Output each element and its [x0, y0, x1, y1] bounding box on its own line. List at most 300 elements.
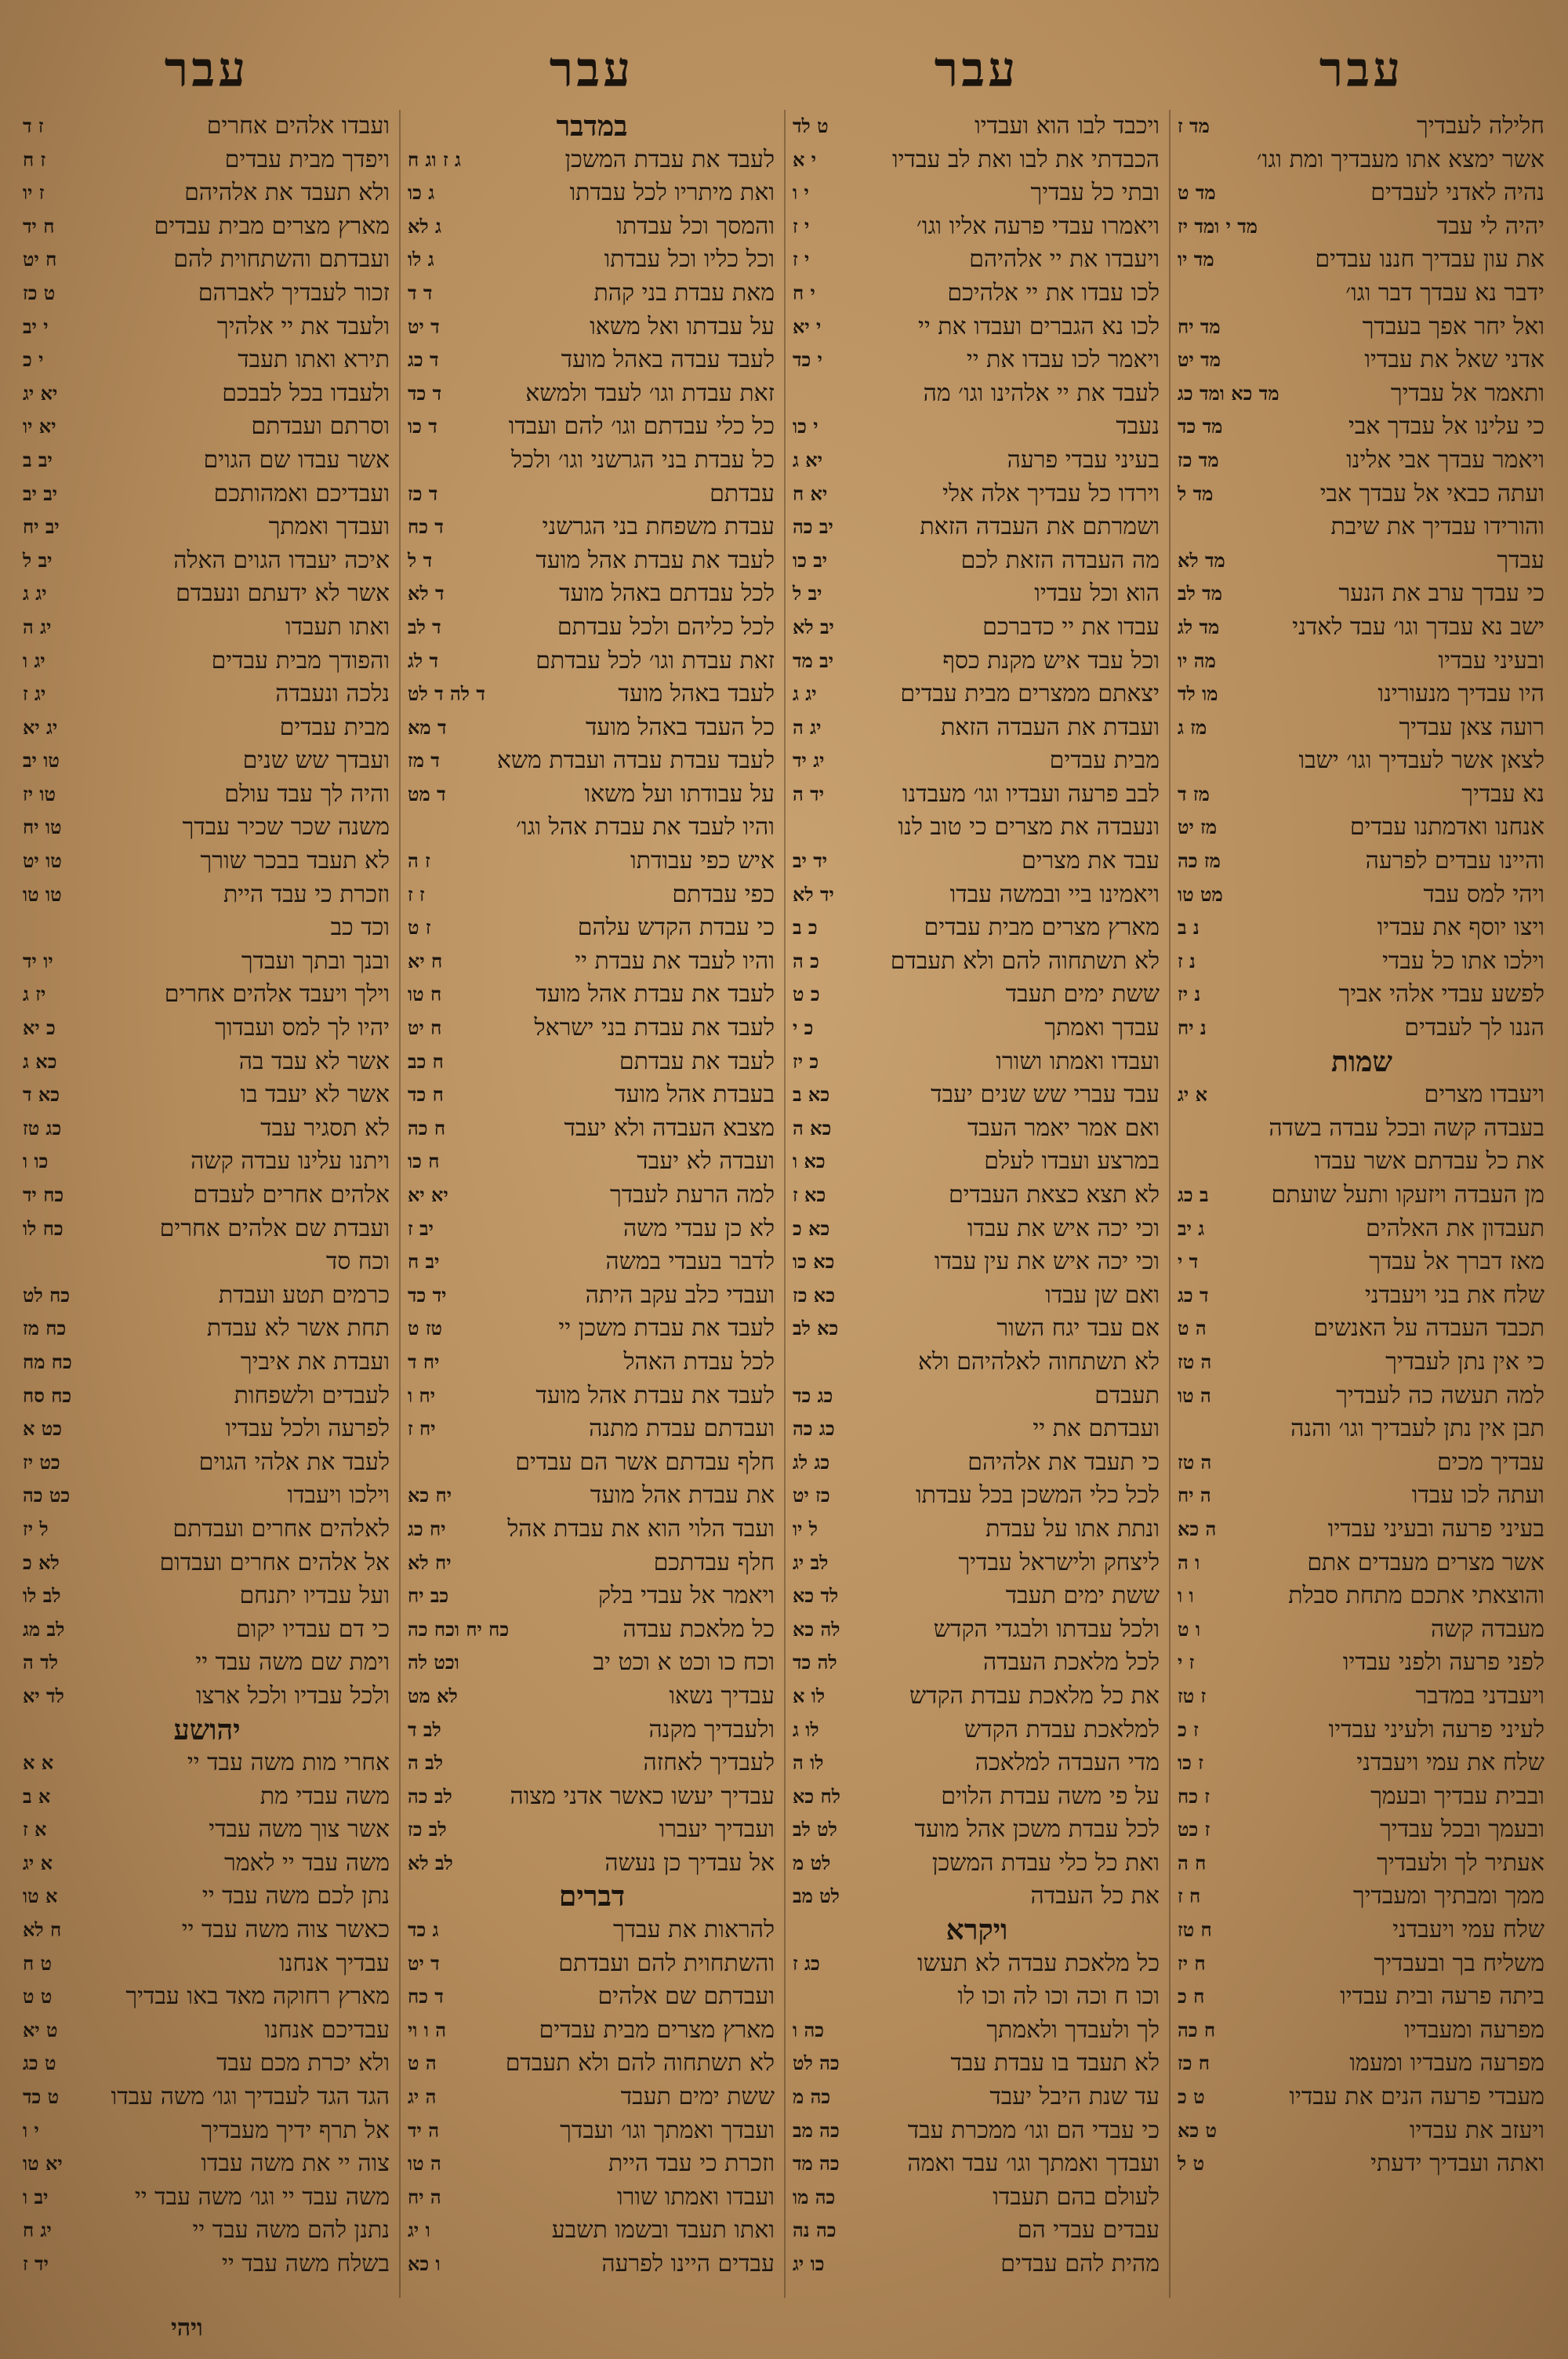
entry-reference: י יא	[793, 314, 822, 338]
entry-reference: לב ה	[408, 1751, 443, 1775]
entry-text: והוצאתי אתכם מתחת סבלת	[1288, 1582, 1544, 1610]
entry-reference: יג ח	[23, 2219, 52, 2242]
entry-reference: יא ח	[793, 482, 828, 505]
entry-reference: מד יו	[1178, 248, 1214, 271]
text-column-1	[1174, 110, 1549, 2181]
concordance-entry	[405, 945, 779, 979]
concordance-entry	[405, 1045, 779, 1079]
entry-text: והמסך וכל עבדתו	[616, 212, 775, 240]
entry-text: וימת שם משה עבד יי	[195, 1648, 390, 1677]
entry-reference: ו ט	[1178, 1617, 1200, 1641]
entry-text: יהיו לך למס ועבדוך	[215, 1014, 390, 1042]
entry-reference: יח ו	[408, 1383, 435, 1407]
entry-reference: כח מז	[23, 1317, 67, 1340]
entry-text: לא תעבד בבכר שורך	[200, 847, 390, 875]
concordance-entry	[789, 2114, 1164, 2148]
concordance-entry	[789, 377, 1164, 411]
concordance-entry	[1174, 144, 1549, 177]
entry-text: אל עבדיך כן נעשה	[604, 1848, 775, 1877]
entry-reference: ד לב	[408, 615, 441, 638]
concordance-entry	[20, 1914, 394, 1947]
entry-reference: ג לא	[408, 214, 441, 238]
concordance-entry	[405, 2047, 779, 2081]
concordance-entry	[789, 711, 1164, 745]
entry-reference: טו יב	[23, 749, 60, 772]
concordance-entry	[789, 176, 1164, 210]
concordance-entry	[1174, 1346, 1549, 1379]
entry-text: ועל עבדיו יתנחם	[239, 1582, 390, 1610]
entry-reference: יג יא	[23, 715, 58, 739]
concordance-entry	[20, 311, 394, 344]
entry-text: זאת עבדת וגו׳ לכל עבדתם	[535, 646, 775, 674]
concordance-entry	[405, 645, 779, 678]
entry-text: ואם אמר יאמר העבד	[967, 1114, 1160, 1142]
concordance-entry	[20, 1680, 394, 1714]
entry-text: ישב נא עבדך וגו׳ עבד לאדני	[1292, 612, 1544, 641]
concordance-entry	[405, 1179, 779, 1212]
entry-reference: כ ט	[793, 983, 820, 1006]
entry-text: מארץ מצרים מבית עבדים	[924, 914, 1160, 942]
concordance-entry	[20, 544, 394, 578]
concordance-entry	[1174, 478, 1549, 511]
concordance-entry	[405, 444, 779, 478]
concordance-entry	[1174, 1412, 1549, 1446]
running-headers	[14, 41, 1554, 104]
entry-text: שלח את בני ויעבדני	[1364, 1281, 1544, 1309]
concordance-entry	[405, 1914, 779, 1947]
concordance-entry	[20, 577, 394, 611]
concordance-entry	[405, 1346, 779, 1379]
entry-text: לעבד עבדה באהל מועד	[561, 346, 775, 374]
entry-reference: כג כה	[793, 1417, 835, 1441]
entry-text: וזכרת כי עבד היית	[608, 2150, 775, 2178]
entry-text: ועבדתם את יי	[1033, 1415, 1160, 1443]
entry-reference: יב ל	[793, 582, 822, 605]
entry-reference: יג ה	[793, 715, 822, 739]
entry-reference: לב כז	[408, 1818, 447, 1841]
entry-text: אלהים אחרים לעבדם	[193, 1181, 390, 1209]
concordance-entry	[405, 811, 779, 845]
entry-reference: יג יד	[793, 749, 825, 772]
entry-reference: כא ג	[23, 1049, 57, 1073]
concordance-entry	[789, 1780, 1164, 1814]
concordance-entry	[789, 544, 1164, 578]
concordance-entry	[405, 2181, 779, 2215]
concordance-entry	[789, 1880, 1164, 1914]
entry-text: מארץ מצרים מבית עבדים	[154, 212, 390, 240]
concordance-entry	[789, 577, 1164, 611]
concordance-entry	[20, 1847, 394, 1881]
entry-reference: יב ז	[408, 1216, 434, 1240]
entry-text: ואל יחר אפך בעבדך	[1362, 312, 1544, 340]
entry-text: וכל עבד איש מקנת כסף	[942, 646, 1160, 674]
entry-text: כל מלאכת עבדה לא תעשו	[917, 1949, 1160, 1977]
entry-reference: ט כא	[1178, 2118, 1217, 2142]
concordance-entry	[20, 1613, 394, 1647]
entry-text: מאז דברך אל עבדך	[1369, 1248, 1544, 1276]
concordance-entry	[789, 2248, 1164, 2281]
entry-reference: לב לא	[408, 1851, 453, 1874]
entry-text: לפרעה ולכל עבדיו	[225, 1415, 390, 1443]
entry-text: ועבדתם עבדת מתנה	[589, 1415, 775, 1443]
concordance-entry	[1174, 1112, 1549, 1146]
entry-text: אשר לא ידעתם ונעבדם	[176, 580, 390, 608]
entry-text: כי עלינו אל עבדך אבי	[1348, 413, 1544, 441]
concordance-entry	[405, 1312, 779, 1346]
concordance-entry	[405, 544, 779, 578]
concordance-entry	[405, 1747, 779, 1780]
concordance-entry	[20, 1179, 394, 1212]
entry-reference: כג לג	[793, 1450, 830, 1474]
concordance-entry	[789, 2047, 1164, 2081]
entry-reference: יא יג	[23, 381, 58, 405]
entry-text: שלח את עמי ויעבדני	[1356, 1749, 1544, 1777]
concordance-entry	[1174, 845, 1549, 878]
entry-text: אדני שאל את עבדיו	[1364, 346, 1544, 374]
entry-text: משנה שכר שכיר עבדך	[182, 813, 390, 841]
concordance-entry	[789, 110, 1164, 144]
concordance-entry	[789, 311, 1164, 344]
entry-reference: טו יט	[23, 849, 62, 873]
entry-reference: ד לא	[408, 582, 445, 605]
entry-text: ועבדו ואמתו שורו	[616, 2183, 775, 2211]
concordance-entry	[405, 1847, 779, 1881]
concordance-entry	[1174, 1579, 1549, 1613]
entry-reference: יג ז	[23, 682, 46, 706]
entry-reference: יג ג	[23, 582, 47, 605]
entry-reference: יד ז	[23, 2252, 49, 2275]
entry-reference: י א	[793, 147, 817, 171]
entry-text: במרצע ועבדו לעלם	[984, 1147, 1160, 1176]
entry-text: עבד את מצרים	[1021, 847, 1160, 875]
catchword: ויהי	[171, 2314, 203, 2342]
concordance-entry	[1174, 1479, 1549, 1513]
entry-text: עבדיך נשאו	[669, 1681, 775, 1710]
concordance-entry	[789, 611, 1164, 645]
concordance-entry	[1174, 1212, 1549, 1246]
entry-reference: ז כח	[1178, 1784, 1210, 1808]
concordance-entry	[20, 1412, 394, 1446]
entry-reference: טו יז	[23, 782, 56, 805]
entry-reference: ז טז	[1178, 1684, 1207, 1707]
entry-text: ובבית עבדיך ובעמך	[1370, 1782, 1544, 1810]
concordance-entry	[405, 210, 779, 244]
entry-text: והיו לעבד את עבדת יי	[575, 947, 775, 975]
concordance-entry	[405, 1980, 779, 2014]
entry-text: לכל מלאכת העבדה	[983, 1648, 1160, 1677]
entry-text: לכו נא הגברים ועבדו את יי	[918, 312, 1160, 340]
entry-text: עבדים עבדי הם	[1017, 2216, 1160, 2245]
entry-reference: יב יח	[23, 515, 60, 539]
concordance-entry	[405, 978, 779, 1012]
concordance-entry	[405, 1579, 779, 1613]
entry-reference: ל יז	[23, 1517, 49, 1540]
entry-reference: א טו	[23, 1885, 58, 1908]
concordance-entry	[20, 1112, 394, 1146]
concordance-entry	[789, 1145, 1164, 1179]
entry-reference: כה נה	[793, 2219, 837, 2242]
entry-text: כי דם עבדיו יקום	[235, 1615, 390, 1643]
entry-text: וילך ויעבד אלהים אחרים	[164, 980, 390, 1009]
concordance-entry	[789, 478, 1164, 511]
entry-text: כי עבדי הם וגו׳ ממכרת עבד	[907, 2116, 1160, 2144]
concordance-entry	[789, 811, 1164, 845]
concordance-entry	[1174, 1847, 1549, 1881]
entry-reference: כא ב	[793, 1083, 830, 1107]
entry-text: ויצו יוסף את עבדיו	[1377, 914, 1544, 942]
entry-text: איש כפי עבודתו	[630, 847, 775, 875]
entry-reference: ה כא	[1178, 1517, 1217, 1540]
entry-text: ועבדך ואמתך	[268, 513, 390, 541]
concordance-entry	[20, 2214, 394, 2248]
concordance-entry	[1174, 243, 1549, 277]
concordance-entry	[1174, 110, 1549, 144]
entry-text: ועבדתם והשתחוית להם	[173, 245, 390, 274]
concordance-entry	[1174, 1880, 1549, 1914]
entry-text: כי עבדת הקדש עלהם	[577, 914, 775, 942]
concordance-entry	[405, 1279, 779, 1313]
entry-text: לעבד את יי אלהינו וגו׳ מה	[923, 379, 1160, 407]
entry-text: עבדת משפחת בני הגרשני	[542, 513, 775, 541]
concordance-entry	[405, 478, 779, 511]
concordance-entry	[789, 778, 1164, 812]
entry-reference: ח לא	[23, 1918, 62, 1942]
entry-reference: יח כא	[408, 1484, 452, 1507]
entry-text: תעבדון את האלהים	[1366, 1214, 1544, 1242]
concordance-entry	[405, 410, 779, 444]
entry-reference: מד יח	[1178, 314, 1221, 338]
entry-text: כפי עבדתם	[672, 880, 775, 908]
entry-reference: כח לט	[23, 1283, 71, 1307]
entry-text: ויעזב את עבדיו	[1409, 2116, 1544, 2144]
concordance-entry	[789, 2147, 1164, 2181]
entry-text: לך ולעבדך ולאמתך	[986, 2016, 1160, 2044]
entry-text: ואם שן עבדו	[1045, 1281, 1160, 1309]
concordance-entry	[789, 410, 1164, 444]
concordance-entry	[405, 1212, 779, 1246]
entry-text: נהיה לאדני לעבדים	[1370, 179, 1544, 207]
entry-reference: ז כ	[1178, 1717, 1199, 1741]
entry-text: לעבד את אלהי הגוים	[198, 1448, 390, 1476]
concordance-entry	[789, 678, 1164, 711]
concordance-entry	[20, 377, 394, 411]
entry-text: והיינו עבדים לפרעה	[1365, 847, 1544, 875]
concordance-entry	[1174, 1813, 1549, 1847]
concordance-entry	[1174, 1613, 1549, 1647]
entry-text: לעבד את עבדת המשכן	[564, 145, 775, 173]
concordance-entry	[789, 1346, 1164, 1379]
entry-text: אנחנו ואדמתנו עבדים	[1349, 813, 1544, 841]
concordance-entry	[405, 1479, 779, 1513]
entry-reference: מד כז	[1178, 448, 1219, 471]
entry-text: לא תשתחוה להם ולא תעבדם	[505, 2049, 775, 2077]
entry-text: וכי יכה איש את עין עבדו	[934, 1248, 1160, 1276]
concordance-entry	[405, 1613, 779, 1647]
entry-reference: טו טו	[23, 882, 62, 906]
entry-text: ותאמר אל עבדיך	[1390, 379, 1544, 407]
entry-reference: יח ד	[408, 1350, 440, 1373]
entry-text: ויאמר עבדך אבי אלינו	[1346, 445, 1544, 474]
concordance-entry	[20, 1312, 394, 1346]
entry-reference: יג ג	[793, 682, 817, 706]
entry-text: מאת עבדת בני קהת	[593, 278, 775, 307]
entry-reference: לד ה	[23, 1651, 58, 1674]
entry-reference: ג ז וג ח	[408, 147, 461, 171]
entry-text: וסרתם ועבדתם	[251, 413, 390, 441]
entry-reference: כז יט	[793, 1484, 830, 1507]
entry-reference: ד כג	[1178, 1283, 1209, 1307]
entry-reference: ו כא	[408, 2252, 441, 2275]
entry-reference: ה יח	[408, 2185, 441, 2208]
entry-reference: כא ז	[793, 1183, 826, 1206]
entry-reference: י כו	[793, 415, 818, 438]
concordance-entry	[789, 1245, 1164, 1279]
entry-reference: ח יז	[1178, 1951, 1206, 1975]
entry-text: נתן לכם משה עבד יי	[201, 1882, 390, 1910]
entry-text: לא תסגיר עבד	[260, 1114, 390, 1142]
concordance-entry	[789, 444, 1164, 478]
concordance-entry	[1174, 1179, 1549, 1212]
entry-reference: כא ה	[793, 1116, 832, 1140]
concordance-entry	[789, 2181, 1164, 2215]
concordance-entry	[20, 1479, 394, 1513]
entry-text: כל עבדת בני הגרשני וגו׳ ולכל	[511, 445, 775, 474]
concordance-entry	[405, 176, 779, 210]
concordance-entry	[405, 144, 779, 177]
running-header-col-2: עבר	[934, 41, 1019, 98]
entry-text: והיו לעבד את עבדת אהל וגו׳	[516, 813, 775, 841]
concordance-entry	[1174, 1312, 1549, 1346]
entry-reference: יד כד	[408, 1283, 447, 1307]
entry-text: וכח סד	[325, 1248, 390, 1276]
entry-text: ועתה כבאי אל עבדך אבי	[1319, 479, 1544, 507]
entry-reference: מד ז	[1178, 114, 1210, 137]
entry-text: עד שנת היבל יעבד	[989, 2083, 1160, 2111]
concordance-entry	[1174, 1980, 1549, 2014]
entry-text: ונתת אתו על עבדת	[985, 1514, 1160, 1543]
entry-text: וילכו אתו כל עבדי	[1382, 947, 1544, 975]
entry-text: ליצחק ולישראל עבדיך	[958, 1548, 1160, 1576]
entry-text: משה עבדי מת	[260, 1782, 390, 1810]
entry-reference: ב כג	[1178, 1183, 1209, 1206]
entry-text: ואתו תעבדו	[285, 612, 390, 641]
entry-text: לעולם בהם תעבדו	[993, 2183, 1160, 2211]
entry-reference: כב יח	[408, 1584, 449, 1608]
entry-reference: יב ב	[23, 448, 53, 471]
concordance-entry	[405, 1947, 779, 1981]
concordance-entry	[405, 1813, 779, 1847]
entry-reference: ה ו וי	[408, 2018, 447, 2041]
entry-reference: כ י	[793, 1016, 814, 1040]
entry-text: וכי יכה איש את עבדו	[967, 1214, 1160, 1242]
entry-reference: ד ל	[408, 548, 433, 572]
concordance-entry	[789, 911, 1164, 945]
entry-text: כל מלאכת עבדה	[622, 1615, 775, 1643]
entry-reference: מד לב	[1178, 582, 1222, 605]
entry-reference: ח כד	[408, 1083, 444, 1107]
entry-text: ועבדי כלב עקב היתה	[585, 1281, 775, 1309]
entry-reference: יא טו	[23, 2152, 63, 2175]
entry-reference: כט כה	[23, 1484, 71, 1507]
concordance-entry	[1174, 377, 1549, 411]
entry-text: אשר לא יעבד בו	[240, 1081, 390, 1109]
entry-text: ויפדך מבית עבדים	[224, 145, 390, 173]
entry-reference: לה כא	[793, 1617, 840, 1641]
entry-reference: מד לג	[1178, 615, 1220, 638]
concordance-entry	[789, 1312, 1164, 1346]
concordance-entry	[1174, 1914, 1549, 1947]
entry-text: והורידו עבדיך את שיבת	[1330, 513, 1544, 541]
entry-reference: יב כו	[793, 548, 828, 572]
entry-text: לעבד באהל מועד	[618, 680, 775, 708]
concordance-entry	[405, 2114, 779, 2148]
entry-text: מארץ רחוקה מאד באו עבדיך	[125, 1983, 390, 2011]
entry-text: מבית עבדים	[1049, 747, 1160, 775]
concordance-entry	[20, 978, 394, 1012]
entry-text: לכל כליהם ולכל עבדתם	[557, 612, 775, 641]
entry-text: בעיני פרעה ובעיני עבדיו	[1327, 1514, 1544, 1543]
concordance-entry	[789, 1847, 1164, 1881]
concordance-entry	[405, 2147, 779, 2181]
entry-text: במדבר	[556, 110, 628, 143]
entry-reference: כה מו	[793, 2185, 836, 2208]
book-section-heading	[20, 1714, 394, 1747]
concordance-entry	[20, 1279, 394, 1313]
entry-text: לצאן אשר לעבדיך וגו׳ ישבו	[1298, 747, 1544, 775]
entry-reference: לט מ	[793, 1851, 831, 1874]
entry-text: ועבדך שש שנים	[242, 747, 390, 775]
entry-reference: ח כ	[1178, 1985, 1205, 2008]
entry-reference: מד כא ומד כג	[1178, 381, 1279, 405]
entry-text: ויאמר לכו עבדו את יי	[966, 346, 1160, 374]
concordance-entry	[789, 1212, 1164, 1246]
entry-reference: ד כח	[408, 515, 444, 539]
concordance-entry	[1174, 1547, 1549, 1580]
concordance-entry	[20, 110, 394, 144]
entry-text: ואת מיתריו לכל עבדתו	[569, 179, 775, 207]
entry-text: עבדך	[1497, 546, 1544, 574]
entry-text: מבית עבדים	[279, 713, 390, 741]
concordance-entry	[1174, 1747, 1549, 1780]
entry-text: מפרעה ומעבדיו	[1404, 2016, 1544, 2044]
concordance-entry	[1174, 945, 1549, 979]
entry-text: לעבד עבדת עבדה ועבדת משא	[496, 747, 775, 775]
entry-text: לדבר בעבדי במשה	[605, 1248, 775, 1276]
entry-reference: יח לא	[408, 1550, 452, 1574]
concordance-entry	[789, 878, 1164, 912]
entry-text: לכל עבדת משכן אהל מועד	[914, 1816, 1160, 1844]
entry-text: צוה יי את משה עבדו	[201, 2150, 390, 2178]
entry-text: עבדך ואמתך	[1044, 1014, 1160, 1042]
entry-text: אל תרף ידיך מעבדיך	[201, 2116, 390, 2144]
entry-reference: לב לו	[23, 1584, 61, 1608]
entry-reference: ז כט	[1178, 1818, 1210, 1841]
concordance-entry	[405, 1078, 779, 1112]
concordance-entry	[405, 678, 779, 711]
entry-reference: ז ט	[408, 916, 431, 940]
entry-reference: כ ב	[793, 916, 818, 940]
concordance-entry	[20, 1980, 394, 2014]
entry-reference: א ב	[23, 1784, 51, 1808]
concordance-entry	[20, 1045, 394, 1079]
entry-text: מה העבדה הזאת לכם	[960, 546, 1160, 574]
entry-text: ויעבדני במדבר	[1415, 1681, 1544, 1710]
entry-text: ששת ימים תעבד	[1005, 1582, 1160, 1610]
entry-reference: לו ג	[793, 1717, 819, 1741]
entry-text: עבדיך מכים	[1436, 1448, 1544, 1476]
entry-reference: ג כד	[408, 1918, 439, 1942]
entry-reference: לד יא	[23, 1684, 64, 1707]
